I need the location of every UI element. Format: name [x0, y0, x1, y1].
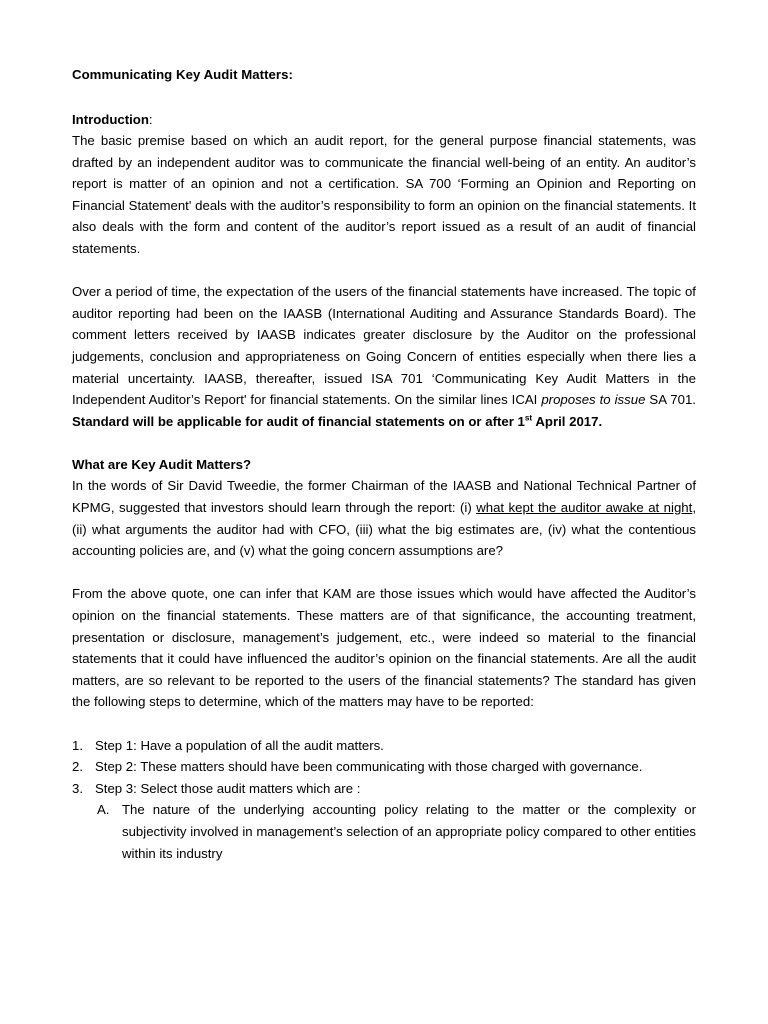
text-run-underline: what kept the auditor awake at night	[476, 500, 693, 515]
list-item	[72, 735, 696, 757]
spacer	[72, 713, 696, 735]
text-run: , (ii) what arguments the auditor had with CFO, (iii) what the big estimates are, (iv) what the contentious accounting policies are, and (v) what the going concern assumptions are?	[72, 500, 696, 559]
paragraph-kam-1	[72, 475, 696, 561]
text-run: In the words of Sir David Tweedie, the former Chairman of the IAASB and National Technical Partner of KPMG, suggested that investors should learn through the report: (i)	[72, 478, 696, 515]
section-heading-introduction	[72, 109, 696, 131]
text-run-italic: proposes to issue	[541, 392, 646, 408]
list-marker: A.	[97, 802, 110, 818]
spacer	[72, 562, 696, 584]
spacer	[72, 432, 696, 454]
substeps-list	[95, 799, 696, 864]
text-run: From the above quote, one can infer that KAM are those issues which would have affected the Auditor’s opinion on the financial statements. These matters are of that significance, the accounting treatment, presentation or disclosure, management’s judgement, etc., were indeed so material to the financial statements that it could have influenced the auditor’s opinion on the financial statements. Are all the audit matters, are so relevant to be reported to the users of the financial statements? The standard has given the following steps to determine, which of the matters may have to be reported:	[72, 586, 696, 710]
section-heading-text: Introduction	[72, 111, 149, 127]
steps-list	[72, 735, 696, 865]
text-run: SA 701.	[645, 392, 696, 408]
list-marker: 2.	[72, 759, 83, 775]
text-run-superscript: st	[524, 413, 533, 423]
text-run: Over a period of time, the expectation of the users of the financial statements have increased. The topic of auditor reporting had been on the IAASB (International Auditing and Assurance Standards Board). The comment letters received by IAASB indicates greater disclosure by the Auditor on the professional judgements, conclusion and appropriateness on Going Concern of entities especially when there lies a material uncertainty. IAASB, thereafter, issued ISA 701 ‘Communicating Key Audit Matters in the Independent Auditor’s Report' for financial statements. On the similar lines ICAI	[72, 284, 696, 408]
spacer	[72, 260, 696, 282]
list-item-text: Step 1: Have a population of all the audit matters.	[95, 737, 384, 753]
text-run: The basic premise based on which an audit report, for the general purpose financial statements, was drafted by an independent auditor was to communicate the financial well-being of an entity. An auditor’s report is matter of an opinion and not a certification. SA 700 ‘Forming an Opinion and Reporting on Financial Statement' deals with the auditor’s responsibility to form an opinion on the financial statements. It also deals with the form and content of the auditor’s report issued as a result of an audit of financial statements.	[72, 133, 696, 256]
paragraph-intro-2	[72, 281, 696, 432]
section-heading-text: What are Key Audit Matters?	[72, 456, 252, 472]
paragraph-intro-1	[72, 130, 696, 260]
list-item-text: The nature of the underlying accounting policy relating to the matter or the complexity or subjectivity involved in management’s selection of an appropriate policy compared to other entities within its industry	[122, 802, 696, 861]
list-item	[72, 756, 696, 778]
list-item	[72, 778, 696, 864]
list-marker: 3.	[72, 780, 83, 796]
page-title: Communicating Key Audit Matters:	[72, 67, 293, 82]
spacer	[72, 86, 696, 109]
section-heading-kam	[72, 454, 696, 476]
list-marker: 1.	[72, 737, 83, 753]
text-run-bold: April 2017.	[532, 413, 603, 429]
text-run-bold: Standard will be applicable for audit of financial statements on or after 1	[72, 413, 525, 429]
document-body	[72, 64, 696, 864]
list-item-text: Step 3: Select those audit matters which are :	[95, 780, 361, 796]
list-item-text: Step 2: These matters should have been communicating with those charged with governance.	[95, 759, 643, 775]
list-item	[97, 799, 696, 864]
paragraph-kam-2	[72, 583, 696, 713]
section-heading-suffix: :	[148, 111, 153, 127]
